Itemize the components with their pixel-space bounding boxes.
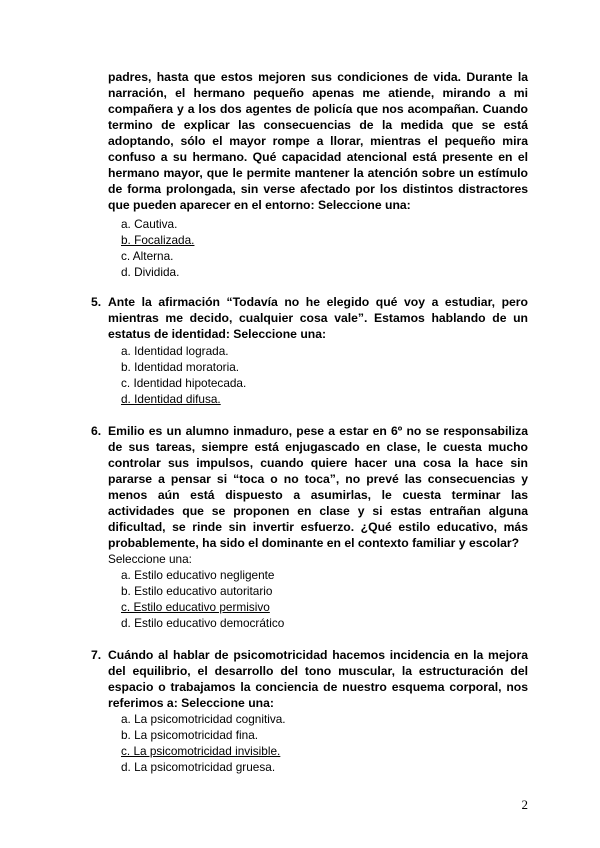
option-a: a. Estilo educativo negligente bbox=[121, 568, 275, 582]
select-one-label: Seleccione una: bbox=[108, 552, 192, 566]
option-a: a. La psicomotricidad cognitiva. bbox=[121, 712, 286, 726]
question-6-number: 6. bbox=[91, 424, 102, 438]
option-b: b. La psicomotricidad fina. bbox=[121, 728, 259, 742]
question-5-options bbox=[121, 343, 246, 407]
option-d: d. Estilo educativo democrático bbox=[121, 616, 285, 630]
option-d-selected: d. Identidad difusa. bbox=[121, 392, 221, 406]
option-d: d. La psicomotricidad gruesa. bbox=[121, 760, 276, 774]
option-c: c. Identidad hipotecada. bbox=[121, 376, 247, 390]
question-7-number: 7. bbox=[91, 648, 102, 662]
option-c-selected: c. Estilo educativo permisivo bbox=[121, 600, 270, 614]
option-a: a. Identidad lograda. bbox=[121, 344, 229, 358]
question-6-text: Emilio es un alumno inmaduro, pese a estar en 6º no se responsabiliza de sus tareas, siempre está enjugascado en clase, le cuesta mucho controlar sus impulsos, cuando quiere hacer una cosa la hace sin pararse a pensar si “toca o no toca”, no prevé las consecuencias y menos aún está dispuesto a asumirlas, le cuesta terminar las actividades que se proponen en clase y si estas entrañan alguna dificultad, se rinde sin invertir esfuerzo. ¿Qué estilo educativo, más probablemente, ha sido el dominante en el contexto familiar y escolar? bbox=[108, 424, 528, 550]
option-a: a. Cautiva. bbox=[121, 217, 178, 231]
option-b: b. Estilo educativo autoritario bbox=[121, 584, 273, 598]
option-b-selected: b. Focalizada. bbox=[121, 233, 195, 247]
question-6-options bbox=[121, 567, 284, 631]
question-4-text: padres, hasta que estos mejoren sus condiciones de vida. Durante la narración, el hermano pequeño apenas me atiende, mirando a mi compañera y a los dos agentes de policía que nos acompañan. Cuando termino de explicar las consecuencias de la medida que se está adoptando, sólo el mayor rompe a llorar, mientras el pequeño mira confuso a su hermano. Qué capacidad atencional está presente en el hermano mayor, que le permite mantener la atención sobre un estímulo de forma prolongada, sin verse afectado por los distintos distractores que pueden aparecer en el entorno: Seleccione una: bbox=[108, 70, 528, 212]
page-number: 2 bbox=[521, 797, 528, 812]
option-d: d. Dividida. bbox=[121, 265, 180, 279]
question-5-text: Ante la afirmación “Todavía no he elegido qué voy a estudiar, pero mientras me decido, cualquier cosa vale”. Estamos hablando de un estatus de identidad: Seleccione una: bbox=[108, 295, 528, 341]
option-c: c. Alterna. bbox=[121, 249, 174, 263]
question-5-number: 5. bbox=[91, 295, 102, 309]
question-7-options bbox=[121, 711, 286, 775]
question-7-text: Cuándo al hablar de psicomotricidad hacemos incidencia en la mejora del equilibrio, el desarrollo del tono muscular, la estructuración del espacio o trabajamos la conciencia de nuestro esquema corporal, nos referimos a: Seleccione una: bbox=[108, 648, 528, 710]
question-4-options bbox=[121, 216, 194, 280]
option-b: b. Identidad moratoria. bbox=[121, 360, 240, 374]
option-c-selected: c. La psicomotricidad invisible. bbox=[121, 744, 281, 758]
